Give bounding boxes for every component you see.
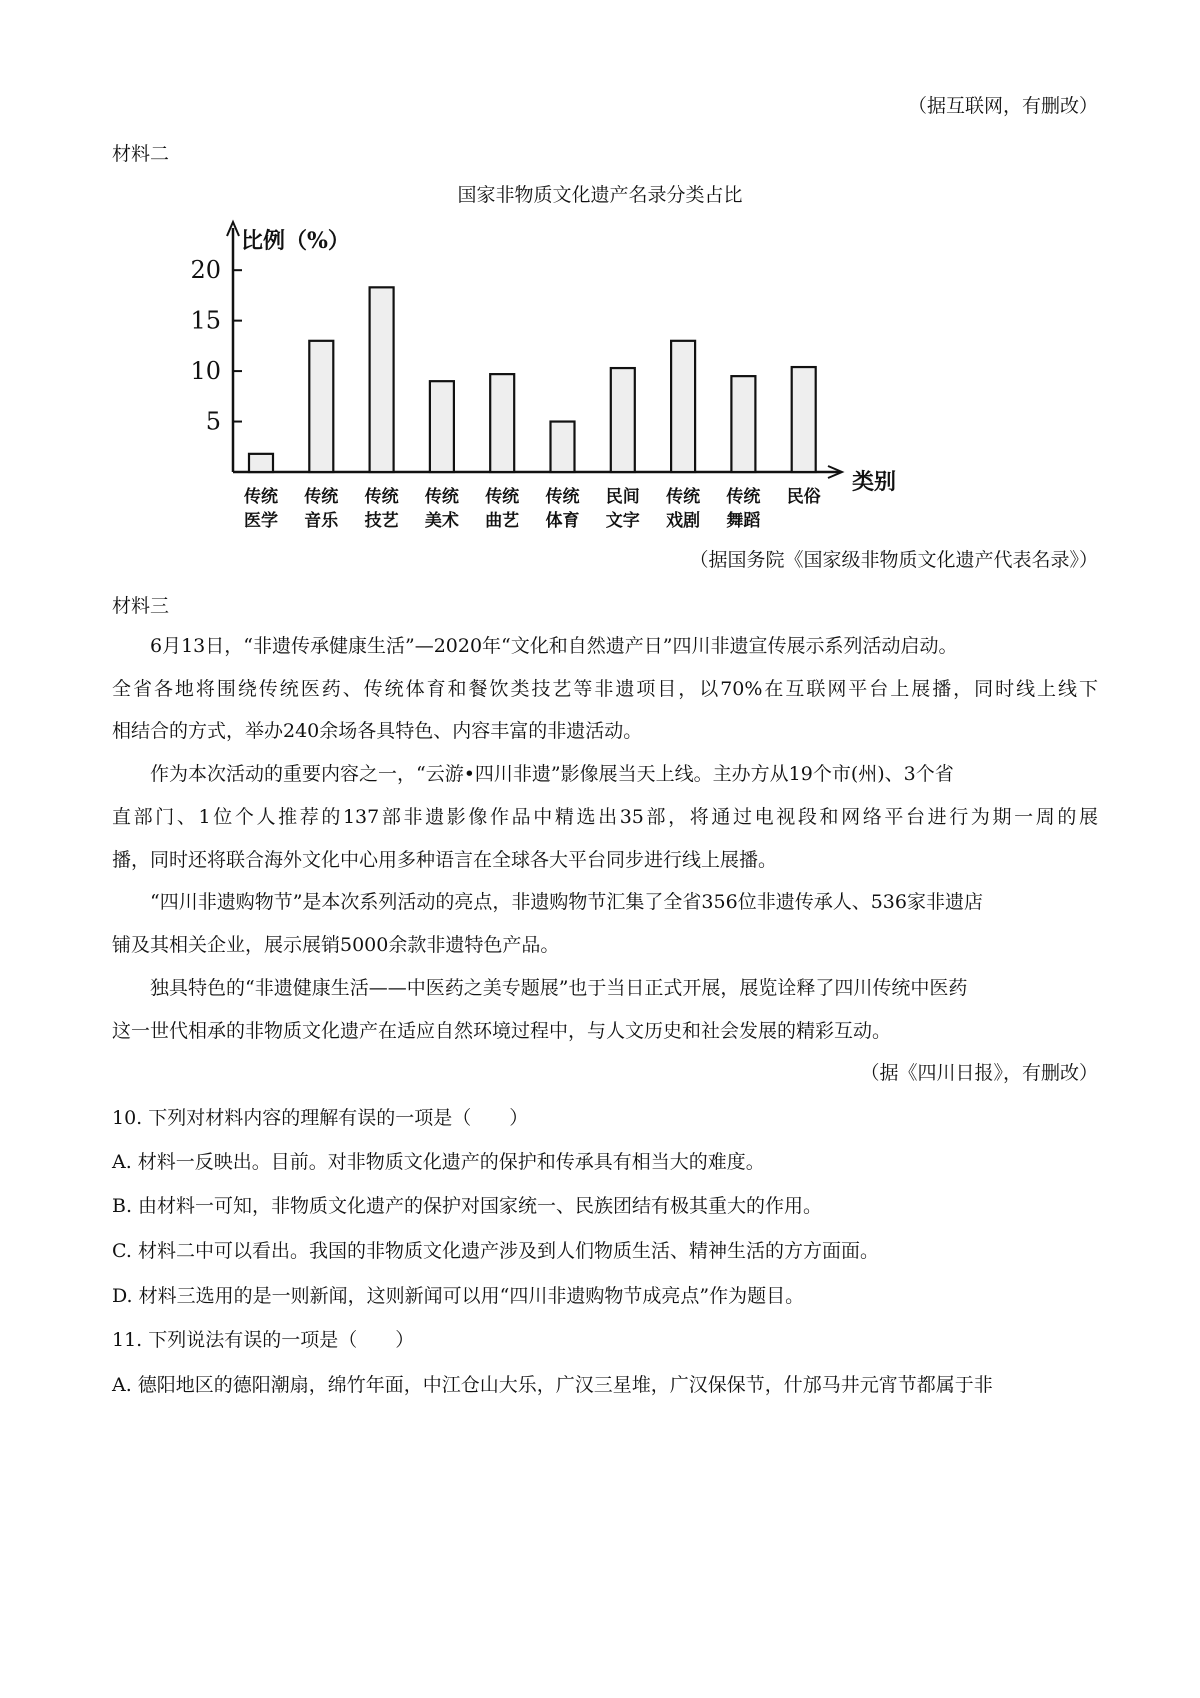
category-label: 舞蹈 (726, 511, 761, 531)
category-label: 传统 (304, 487, 339, 507)
material3-heading: 材料三 (112, 595, 170, 617)
category-label: 传统 (726, 487, 761, 507)
paragraph-line: 直部门、1位个人推荐的137部非遗影像作品中精选出35部，将通过电视段和网络平台进行为期一周的展 (112, 806, 1098, 828)
paragraph-line: 全省各地将围绕传统医药、传统体育和餐饮类技艺等非遗项目，以70%在互联网平台上展播，同时线上线下 (112, 678, 1098, 700)
x-axis-title: 类别 (852, 469, 897, 495)
question-11-stem: 11. 下列说法有误的一项是（ ） (112, 1329, 415, 1351)
question-10-stem: 10. 下列对材料内容的理解有误的一项是（ ） (112, 1107, 529, 1129)
bar (370, 287, 394, 472)
category-label: 传统 (545, 487, 580, 507)
category-label: 民俗 (786, 487, 821, 507)
material3-source: （据《四川日报》，有删改） (860, 1062, 1098, 1084)
y-axis-title: 比例（%） (241, 228, 350, 254)
category-label: 传统 (244, 487, 278, 507)
y-tick-label: 10 (190, 357, 221, 386)
y-tick-label: 15 (190, 306, 221, 335)
category-label: 体育 (545, 511, 580, 531)
category-label: 医学 (244, 511, 278, 531)
question-10-option-b[interactable]: B. 由材料一可知，非物质文化遗产的保护对国家统一、民族团结有极其重大的作用。 (112, 1195, 823, 1217)
question-10-option-c[interactable]: C. 材料二中可以看出。我国的非物质文化遗产涉及到人们物质生活、精神生活的方方面面。 (112, 1240, 879, 1262)
category-label: 传统 (485, 487, 520, 507)
bar (731, 376, 755, 472)
bar (671, 341, 695, 472)
paragraph-line: 播，同时还将联合海外文化中心用多种语言在全球各大平台同步进行线上展播。 (112, 849, 778, 871)
category-label: 曲艺 (485, 511, 520, 531)
bar-chart (190, 222, 950, 578)
bar (611, 368, 635, 472)
category-label: 传统 (424, 487, 459, 507)
bar (792, 367, 816, 472)
paragraph-line: “四川非遗购物节”是本次系列活动的亮点，非遗购物节汇集了全省356位非遗传承人、536家非遗店 (150, 891, 983, 913)
bar (430, 381, 454, 472)
paragraph-line: 6月13日，“非遗传承健康生活”—2020年“文化和自然遗产日”四川非遗宣传展示系列活动启动。 (150, 635, 958, 657)
category-label: 文字 (605, 511, 640, 531)
question-10-option-a[interactable]: A. 材料一反映出。目前。对非物质文化遗产的保护和传承具有相当大的难度。 (112, 1151, 765, 1173)
chart-labels (190, 228, 896, 531)
category-label: 民间 (605, 487, 640, 507)
category-label: 技艺 (364, 511, 399, 531)
category-label: 戏剧 (666, 511, 701, 531)
bar (490, 374, 514, 472)
category-label: 传统 (666, 487, 701, 507)
material1-source: （据互联网，有删改） (907, 95, 1098, 117)
category-label: 传统 (364, 487, 399, 507)
chart-title: 国家非物质文化遗产名录分类占比 (457, 184, 743, 206)
paragraph-line: 这一世代相承的非物质文化遗产在适应自然环境过程中，与人文历史和社会发展的精彩互动。 (112, 1020, 892, 1042)
question-10-option-d[interactable]: D. 材料三选用的是一则新闻，这则新闻可以用“四川非遗购物节成亮点”作为题目。 (112, 1285, 805, 1307)
question-11-option-a[interactable]: A. 德阳地区的德阳潮扇，绵竹年面，中江仓山大乐，广汉三星堆，广汉保保节，什邡马井元宵节都属于非 (112, 1374, 993, 1396)
material2-heading: 材料二 (112, 143, 170, 165)
bar (551, 422, 575, 472)
paragraph-line: 独具特色的“非遗健康生活——中医药之美专题展”也于当日正式开展，展览诠释了四川传统中医药 (150, 977, 968, 999)
chart-bars (249, 287, 816, 472)
paragraph-line: 相结合的方式，举办240余场各具特色、内容丰富的非遗活动。 (112, 720, 643, 742)
category-label: 美术 (424, 511, 459, 531)
category-label: 音乐 (304, 511, 339, 531)
y-tick-label: 20 (190, 256, 221, 285)
paragraph-line: 铺及其相关企业，展示展销5000余款非遗特色产品。 (112, 934, 560, 956)
bar (249, 454, 273, 472)
material2-source: （据国务院《国家级非物质文化遗产代表名录》） (689, 549, 1098, 571)
y-tick-label: 5 (205, 407, 221, 436)
bar (309, 341, 333, 472)
paragraph-line: 作为本次活动的重要内容之一，“云游•四川非遗”影像展当天上线。主办方从19个市(州)、3个省 (150, 763, 954, 785)
